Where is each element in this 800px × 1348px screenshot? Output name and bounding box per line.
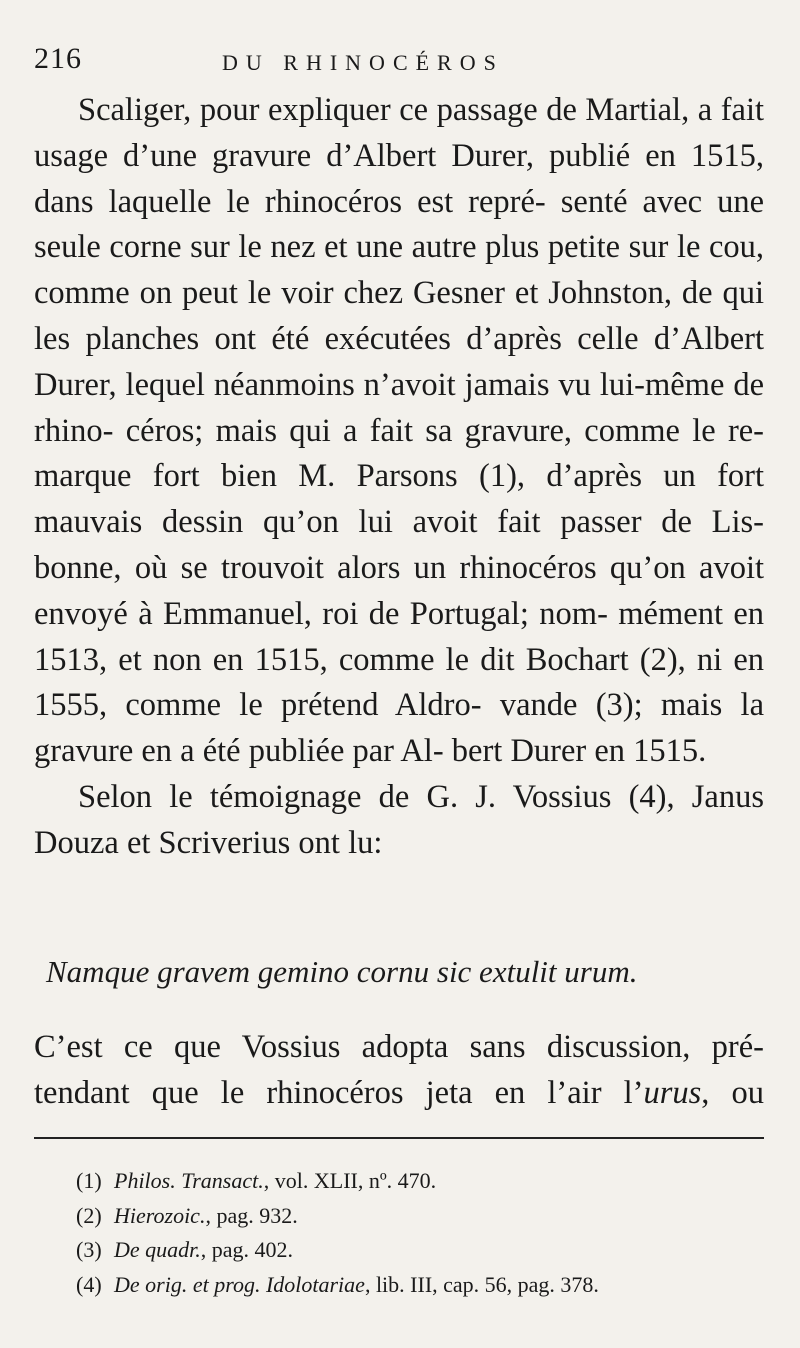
text-line: avoit envoyé à Emmanuel, roi de Portugal; nom- <box>34 549 764 632</box>
text-line: Gesner et Johnston, de qui les planches ont été <box>34 275 765 357</box>
text-line: senté avec une seule corne sur le nez et une autre <box>34 183 764 266</box>
footnote-title: De quadr. <box>114 1237 201 1262</box>
footnote-number: (4) <box>76 1271 102 1297</box>
text-line-end: , ou <box>701 1074 765 1111</box>
footnote-number: (2) <box>76 1202 102 1228</box>
text-line: a fait usage d’une gravure d’Albert Durer, publié <box>34 92 765 174</box>
text-line: Selon le témoignage de G. J. Vossius (4), Janus <box>78 778 764 815</box>
footnote-text: , pag. 402. <box>200 1237 294 1262</box>
text-line: bert Durer en 1515. <box>451 733 707 770</box>
footnote-title: De orig. et prog. Idolotariae <box>114 1271 365 1297</box>
paragraph-1 <box>34 88 764 775</box>
text-line: Douza et Scriverius ont lu: <box>34 824 383 861</box>
footnote-text: , pag. 932. <box>205 1202 298 1228</box>
footnote <box>76 1199 766 1234</box>
italic-word: urus <box>643 1074 702 1111</box>
footnote-number: (3) <box>76 1237 102 1262</box>
text-line: Scaliger, pour expliquer ce passage de Martial, <box>78 92 690 128</box>
text-line: mément en 1513, et non en 1515, comme le dit <box>34 595 765 678</box>
text-line: mauvais dessin qu’on lui avoit fait passer de Lis- <box>34 504 764 541</box>
text-line: néanmoins n’avoit jamais vu lui-même de rhino- <box>34 366 764 449</box>
page-number: 216 <box>34 42 82 75</box>
footnote-text: , vol. XLII, nº. 470. <box>263 1168 437 1193</box>
text-line: bonne, où se trouvoit alors un rhinocéros qu’on <box>34 549 686 586</box>
footnote-title: Hierozoic. <box>114 1202 206 1228</box>
text-line: en 1515, dans laquelle le rhinocéros est repré- <box>34 137 764 220</box>
paragraph-2 <box>34 775 764 867</box>
footnote <box>76 1164 766 1199</box>
text-line: C’est ce que Vossius adopta sans discussion, pré- <box>34 1029 764 1065</box>
main-text <box>34 88 764 867</box>
footnote-text: , lib. III, cap. 56, pag. 378. <box>364 1271 599 1297</box>
text-line: exécutées d’après celle d’Albert Durer, lequel <box>34 320 764 403</box>
text-line-start: tendant que le rhinocéros jeta en l’air l’ <box>34 1074 644 1111</box>
text-line: Bochart (2), ni en 1555, comme le prétend Aldro- <box>34 641 765 724</box>
footnotes <box>76 1164 766 1302</box>
footnote <box>76 1233 766 1268</box>
running-title: DU RHINOCÉROS <box>222 50 504 75</box>
text-line: céros; mais qui a fait sa gravure, comme le re- <box>125 412 765 449</box>
footnote <box>76 1268 766 1303</box>
page-header <box>34 42 764 82</box>
footnote-title: Philos. Transact. <box>114 1168 264 1193</box>
text-line: plus petite sur le cou, comme on peut le voir chez <box>34 229 765 312</box>
text-line: marque fort bien M. Parsons (1), d’après un fort <box>34 458 764 495</box>
text-line: vande (3); mais la gravure en a été publiée par Al- <box>34 687 765 770</box>
paragraph-3 <box>34 1025 764 1117</box>
footnote-number: (1) <box>76 1168 102 1193</box>
latin-verse: Namque gravem gemino cornu sic extulit urum. <box>46 954 638 989</box>
footnote-divider <box>34 1137 764 1139</box>
